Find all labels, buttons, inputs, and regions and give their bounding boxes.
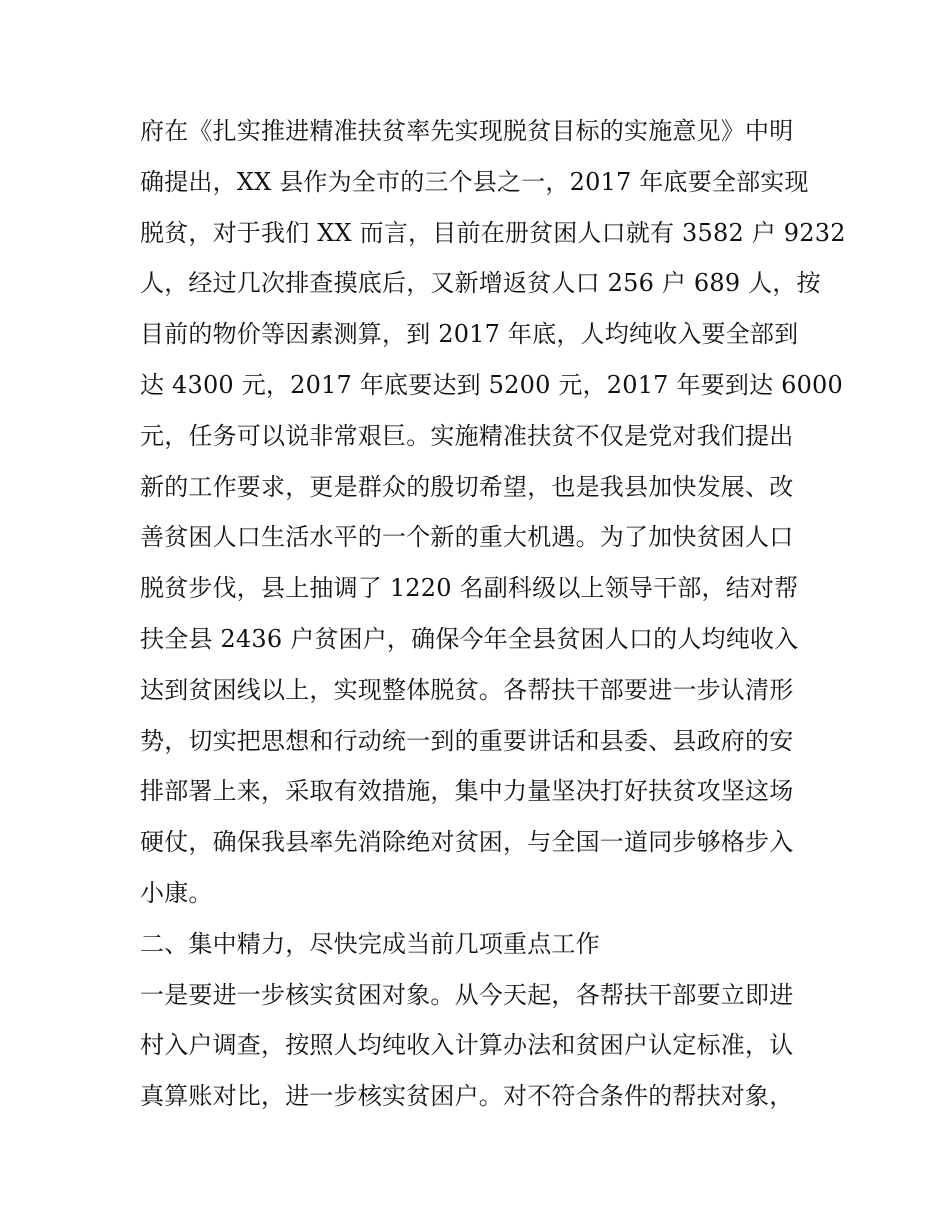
text-line: 府在《扎实推进精准扶贫率先实现脱贫目标的实施意见》中明 xyxy=(140,117,794,145)
text-line: 硬仗，确保我县率先消除绝对贫困，与全国一道同步够格步入 xyxy=(140,828,794,857)
text-line: 新的工作要求，更是群众的殷切希望，也是我县加快发展、改 xyxy=(140,472,794,501)
text-line: 达 4300 元，2017 年底要达到 5200 元，2017 年要到达 6000 xyxy=(140,370,843,399)
text-line: 脱贫步伐，县上抽调了 1220 名副科级以上领导干部，结对帮 xyxy=(140,574,799,603)
section-heading: 二、集中精力，尽快完成当前几项重点工作 xyxy=(140,929,600,958)
text-line: 确提出，XX 县作为全市的三个县之一，2017 年底要全部实现 xyxy=(140,167,809,196)
text-line: 扶全县 2436 户贫困户，确保今年全县贫困人口的人均纯收入 xyxy=(140,624,799,653)
text-line: 脱贫，对于我们 XX 而言，目前在册贫困人口就有 3582 户 9232 xyxy=(140,218,846,247)
text-line: 目前的物价等因素测算，到 2017 年底，人均纯收入要全部到 xyxy=(140,320,799,349)
text-line: 小康。 xyxy=(140,878,213,907)
text-line: 善贫困人口生活水平的一个新的重大机遇。为了加快贫困人口 xyxy=(140,523,794,552)
text-line: 达到贫困线以上，实现整体脱贫。各帮扶干部要进一步认清形 xyxy=(140,675,794,704)
text-line: 真算账对比，进一步核实贫困户。对不符合条件的帮扶对象， xyxy=(140,1082,794,1111)
text-line: 一是要进一步核实贫困对象。从今天起，各帮扶干部要立即进 xyxy=(140,980,794,1009)
body-text xyxy=(140,106,846,1122)
text-line: 元，任务可以说非常艰巨。实施精准扶贫不仅是党对我们提出 xyxy=(140,421,794,450)
text-line: 人，经过几次排查摸底后，又新增返贫人口 256 户 689 人，按 xyxy=(140,269,821,298)
text-line: 村入户调查，按照人均纯收入计算办法和贫困户认定标准，认 xyxy=(140,1031,794,1060)
text-line: 势，切实把思想和行动统一到的重要讲话和县委、县政府的安 xyxy=(140,726,794,755)
text-line: 排部署上来，采取有效措施，集中力量坚决打好扶贫攻坚这场 xyxy=(140,777,794,806)
